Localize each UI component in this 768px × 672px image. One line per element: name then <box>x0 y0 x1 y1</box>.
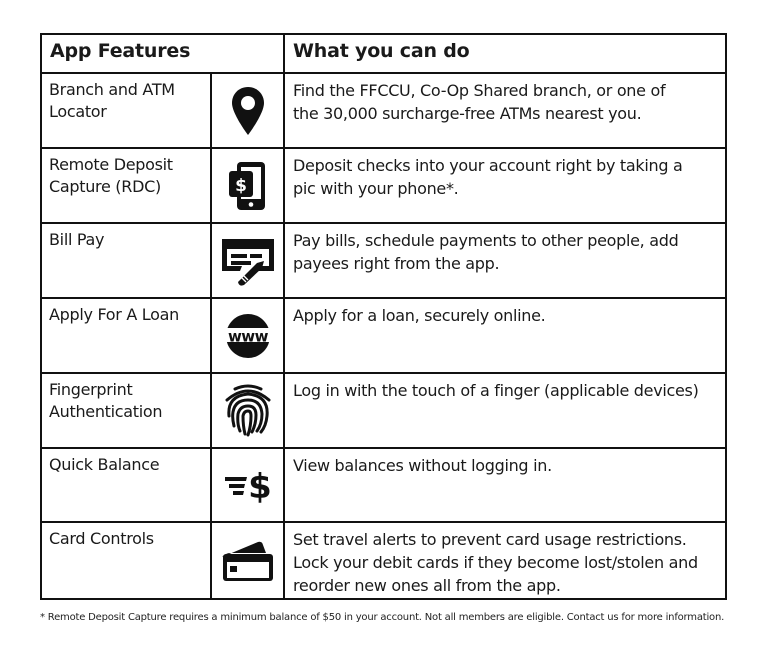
feature-description <box>285 449 725 521</box>
feature-description <box>285 374 725 447</box>
footnote: * Remote Deposit Capture requires a minimum balance of $50 in your account. Not all members are eligible. Contact us for more information. <box>40 612 725 623</box>
description-line: Pay bills, schedule payments to other people, add <box>293 231 679 250</box>
feature-description <box>285 224 725 297</box>
feature-icon-cell <box>212 299 285 372</box>
table-header-row <box>42 35 725 74</box>
description-line: View balances without logging in. <box>293 456 552 475</box>
description-line: Log in with the touch of a finger (applicable devices) <box>293 381 699 400</box>
feature-name <box>42 224 212 297</box>
svg-text:$: $ <box>234 175 247 196</box>
description-line: payees right from the app. <box>293 254 500 273</box>
feature-icon-cell <box>212 149 285 222</box>
feature-name <box>42 149 212 222</box>
check-pencil-icon <box>220 235 276 287</box>
table-row-apply-for-a-loan <box>42 299 725 374</box>
feature-description <box>285 74 725 147</box>
feature-name-line: Apply For A Loan <box>49 305 179 324</box>
feature-name-line: Card Controls <box>49 529 154 548</box>
map-pin-icon <box>231 86 265 136</box>
table-row-bill-pay <box>42 224 725 299</box>
feature-description <box>285 523 725 598</box>
feature-name-line: Remote Deposit <box>49 155 173 174</box>
feature-description <box>285 299 725 372</box>
www-globe-icon <box>220 313 276 359</box>
description-line: the 30,000 surcharge-free ATMs nearest you. <box>293 104 642 123</box>
feature-icon-cell <box>212 374 285 447</box>
app-features-table <box>40 33 727 600</box>
feature-name-line: Authentication <box>49 402 163 421</box>
description-line: Deposit checks into your account right by taking a <box>293 156 683 175</box>
feature-icon-cell <box>212 523 285 598</box>
feature-icon-cell <box>212 449 285 521</box>
feature-name <box>42 449 212 521</box>
header-what-you-can-do: What you can do <box>293 40 470 62</box>
table-row-card-controls <box>42 523 725 598</box>
feature-description <box>285 149 725 222</box>
feature-icon-cell <box>212 74 285 147</box>
feature-icon-cell <box>212 224 285 297</box>
feature-name-line: Locator <box>49 102 107 121</box>
header-app-features: App Features <box>42 35 285 72</box>
feature-name-line: Fingerprint <box>49 380 133 399</box>
table-row-remote-deposit-capture <box>42 149 725 224</box>
fast-dollar-icon <box>223 465 273 505</box>
feature-name-line: Branch and ATM <box>49 80 175 99</box>
svg-text:www: www <box>227 327 268 345</box>
table-row-branch-atm-locator <box>42 74 725 149</box>
feature-name-line: Quick Balance <box>49 455 160 474</box>
table-row-fingerprint-authentication <box>42 374 725 449</box>
fingerprint-icon <box>223 384 273 438</box>
feature-name <box>42 74 212 147</box>
description-line: reorder new ones all from the app. <box>293 576 561 595</box>
table-row-quick-balance <box>42 449 725 523</box>
feature-name <box>42 374 212 447</box>
feature-name-line: Bill Pay <box>49 230 105 249</box>
svg-text:$: $ <box>247 467 272 505</box>
credit-cards-icon <box>220 539 276 583</box>
feature-name-line: Capture (RDC) <box>49 177 161 196</box>
feature-name <box>42 299 212 372</box>
feature-name <box>42 523 212 598</box>
description-line: Lock your debit cards if they become lost/stolen and <box>293 553 698 572</box>
description-line: pic with your phone*. <box>293 179 459 198</box>
description-line: Find the FFCCU, Co-Op Shared branch, or one of <box>293 81 666 100</box>
description-line: Apply for a loan, securely online. <box>293 306 546 325</box>
mobile-deposit-icon <box>228 159 268 213</box>
description-line: Set travel alerts to prevent card usage restrictions. <box>293 530 687 549</box>
